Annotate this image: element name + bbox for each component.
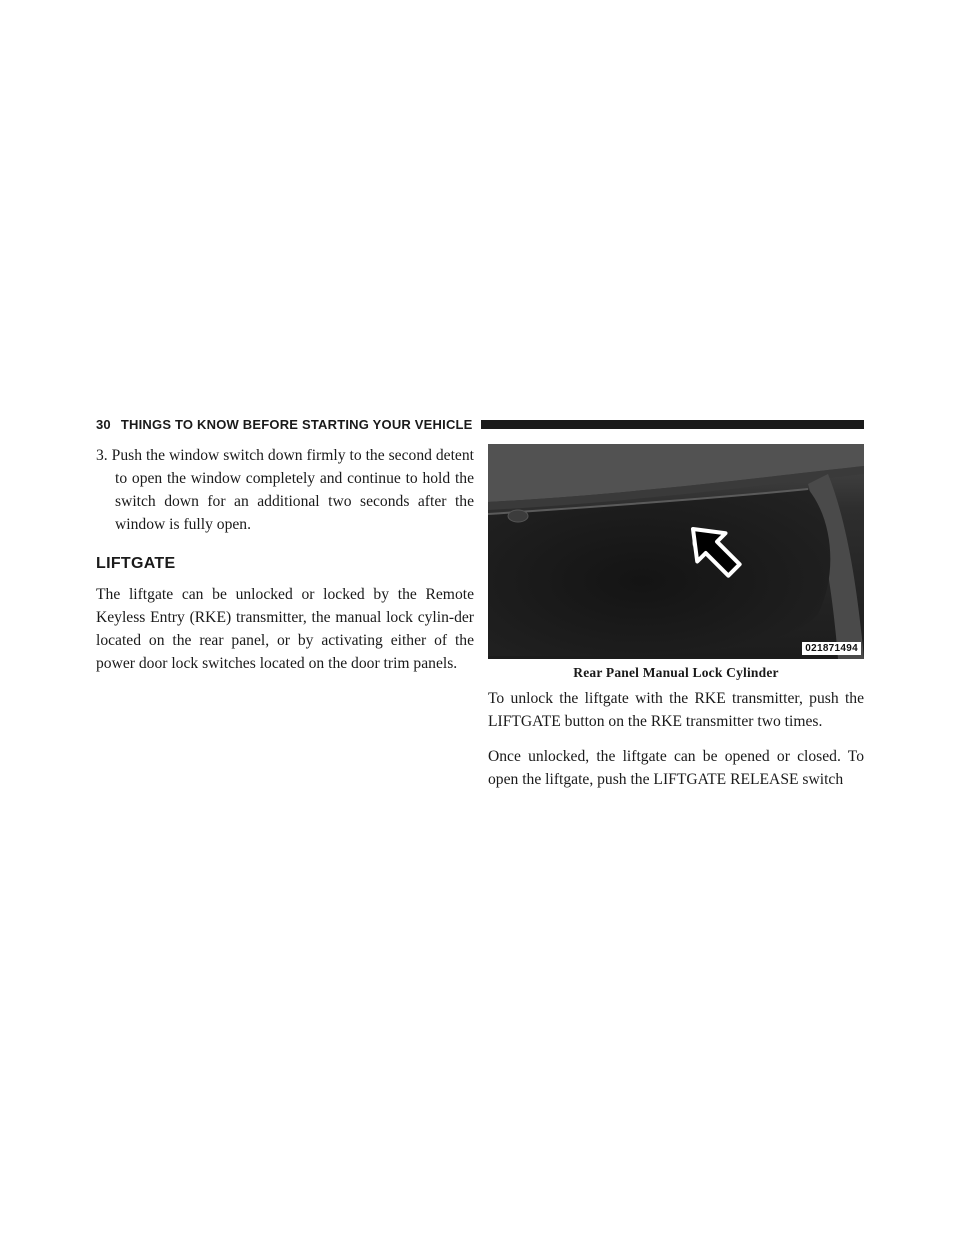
lock-cylinder-figure <box>488 444 864 659</box>
figure-caption: Rear Panel Manual Lock Cylinder <box>573 665 779 680</box>
liftgate-heading: LIFTGATE <box>96 555 176 572</box>
unlock-paragraph: To unlock the liftgate with the RKE transmitter, push the LIFTGATE button on the RKE transmitter two times. <box>488 690 864 730</box>
header-rule <box>481 420 864 429</box>
step-3-text: 3. Push the window switch down firmly to the second detent to open the window completely and continue to hold the switch down for an additional two seconds after the window is fully open. <box>96 447 474 533</box>
figure-code: 021871494 <box>802 642 861 655</box>
open-liftgate-paragraph: Once unlocked, the liftgate can be opened or closed. To open the liftgate, push the LIFTGATE RELEASE switch <box>488 748 864 788</box>
page-header <box>96 414 864 434</box>
page-number: 30 <box>96 416 111 432</box>
left-column <box>96 444 474 675</box>
section-title: THINGS TO KNOW BEFORE STARTING YOUR VEHICLE <box>120 416 473 432</box>
right-column <box>488 444 864 803</box>
rear-panel-photo <box>488 444 864 659</box>
liftgate-paragraph: The liftgate can be unlocked or locked by the Remote Keyless Entry (RKE) transmitter, the manual lock cylin-der located on the rear panel, or by activating either of the power door lock switches located on the door trim panels. <box>96 586 474 672</box>
